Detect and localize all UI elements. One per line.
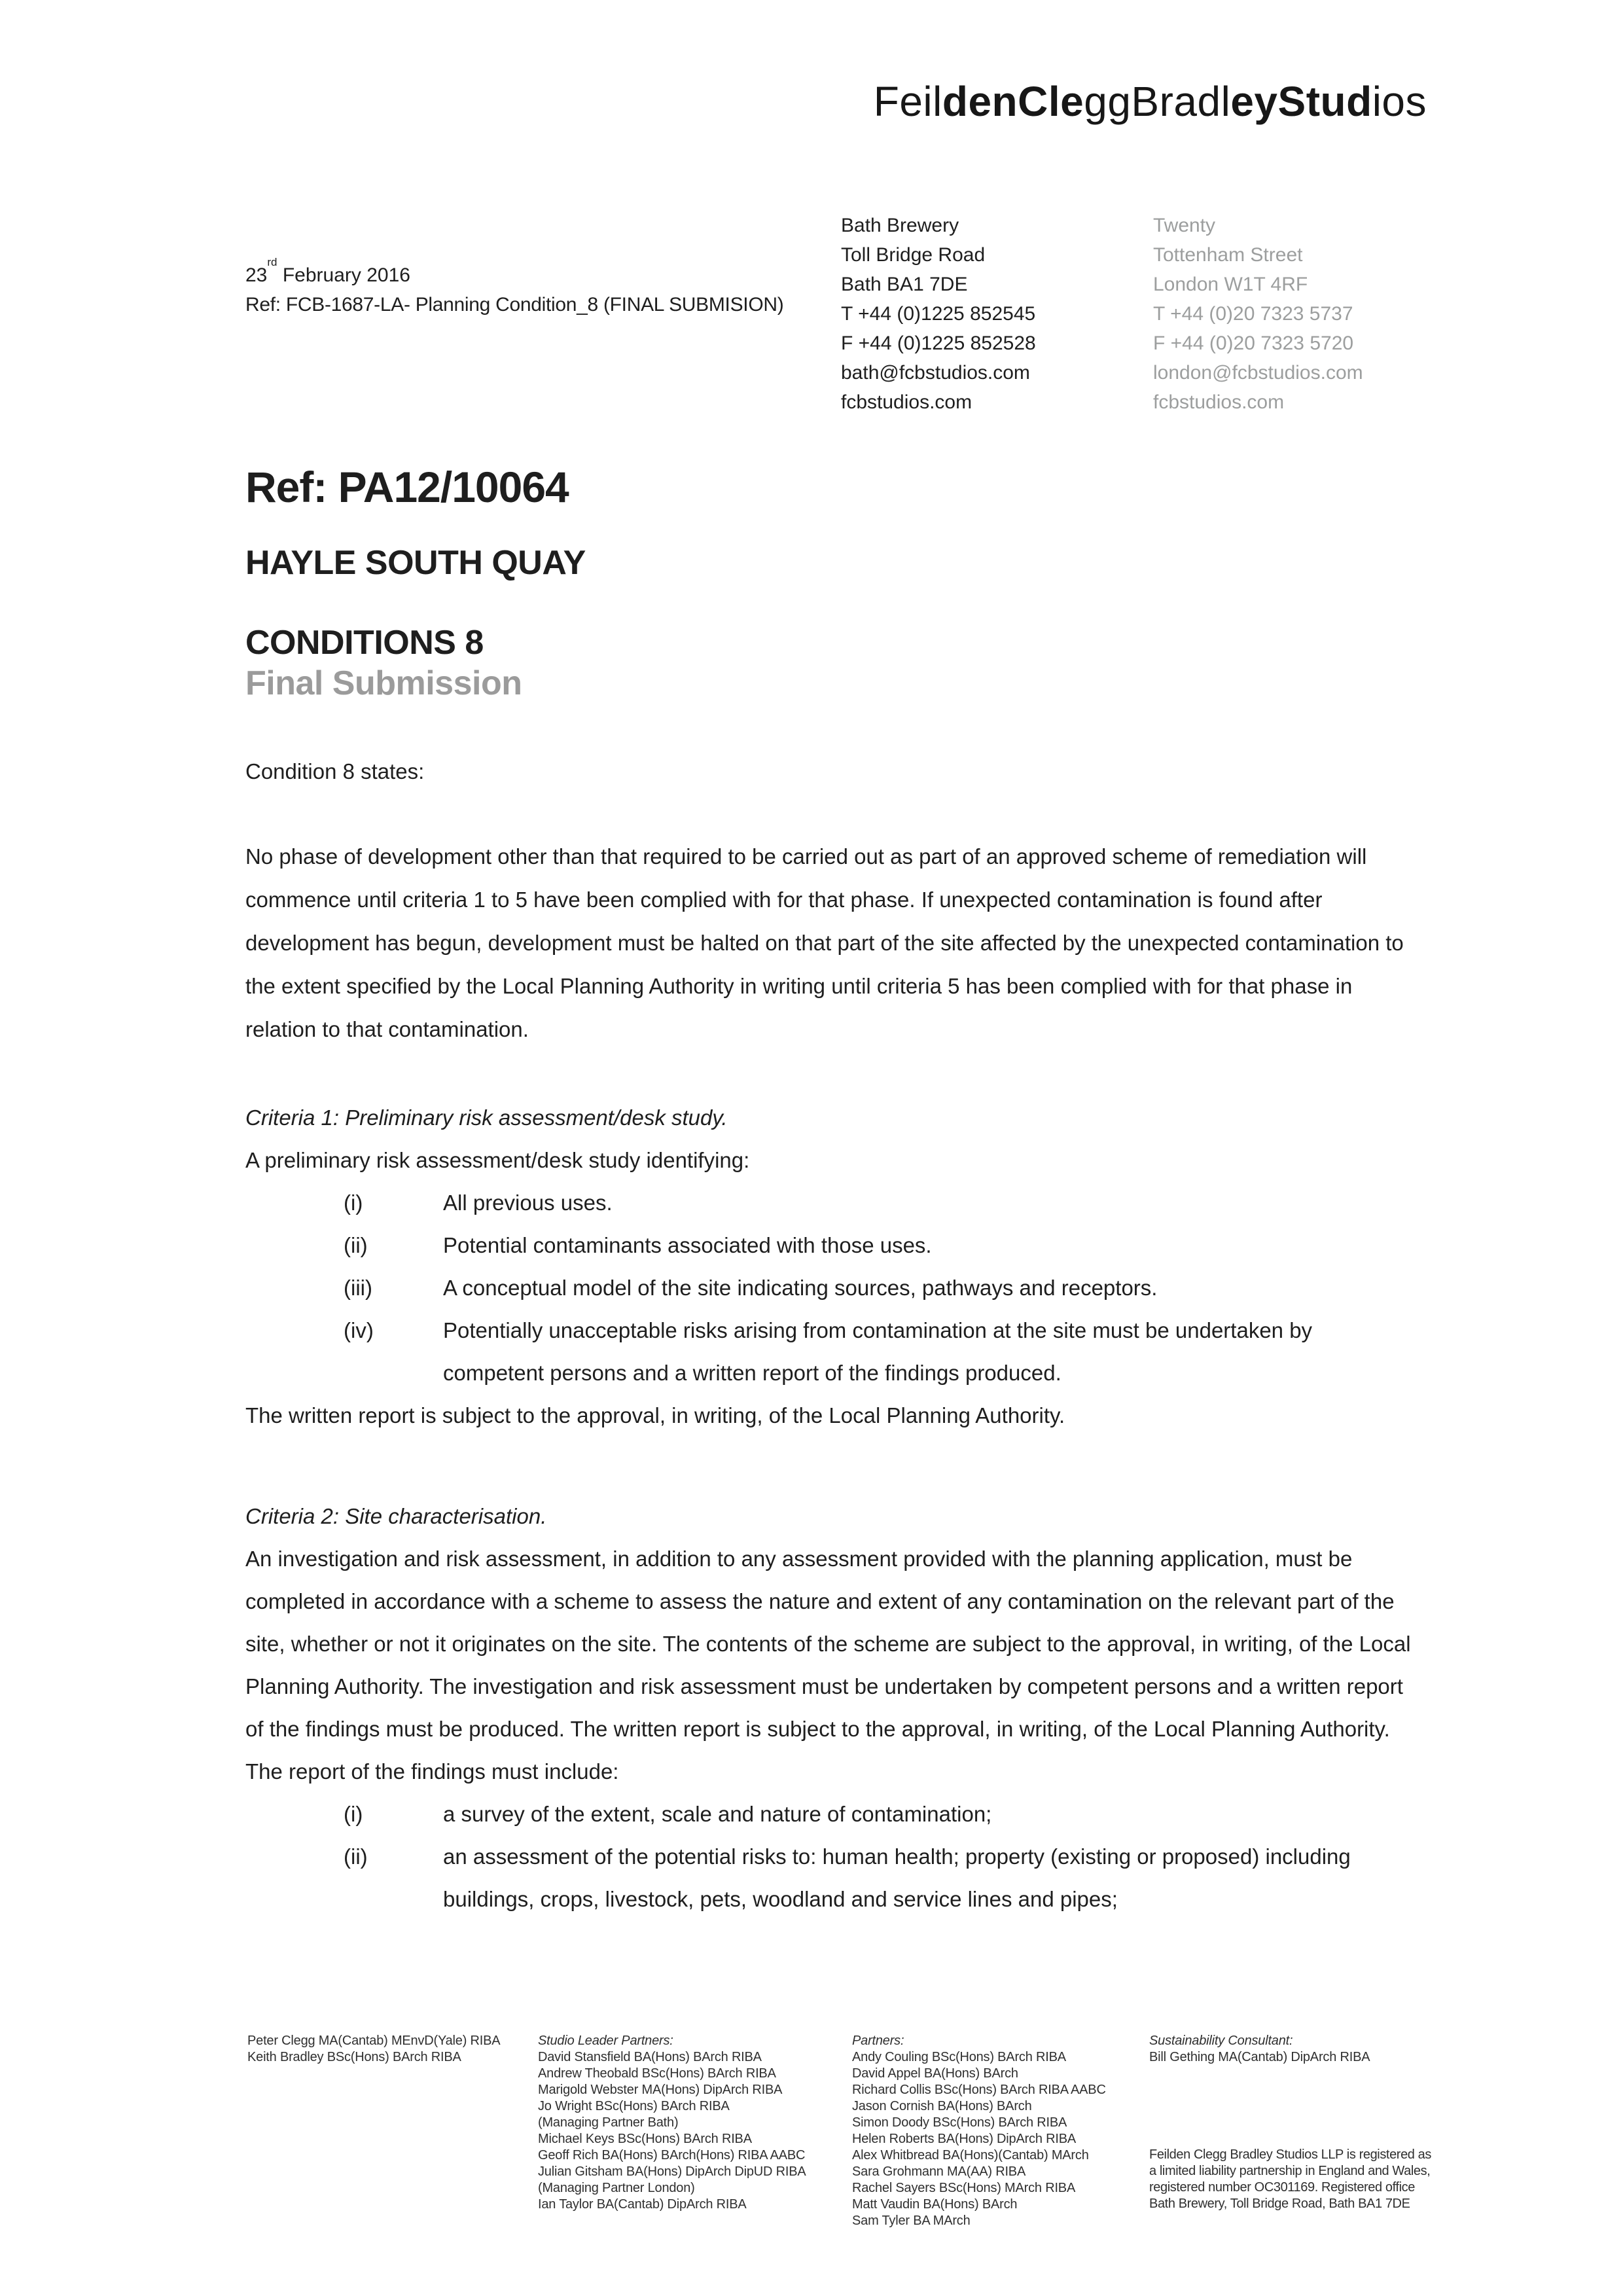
list-item-text: Potentially unacceptable risks arising from contamination at the site must be undertaken by competent persons and a written report of the findings produced. xyxy=(443,1318,1313,1385)
partner-name: Sara Grohmann MA(AA) RIBA xyxy=(852,2164,1026,2179)
partner-name: Jo Wright BSc(Hons) BArch RIBA xyxy=(538,2099,730,2113)
partner-name: Alex Whitbread BA(Hons)(Cantab) MArch xyxy=(852,2148,1089,2162)
footer-studio-leader-partners xyxy=(538,2033,839,2213)
criteria-1-closing: The written report is subject to the approval, in writing, of the Local Planning Authority. xyxy=(245,1403,1065,1427)
footer-sustainability-consultant xyxy=(1149,2033,1444,2066)
partner-name: Michael Keys BSc(Hons) BArch RIBA xyxy=(538,2132,752,2146)
partner-name: Ian Taylor BA(Cantab) DipArch RIBA xyxy=(538,2197,747,2212)
studio-leader-partners-heading: Studio Leader Partners: xyxy=(538,2034,673,2048)
logo-segment: gg xyxy=(1084,78,1132,125)
list-item-numeral: (ii) xyxy=(344,1233,368,1257)
london-address-line: fcbstudios.com xyxy=(1153,391,1285,413)
list-item-text: All previous uses. xyxy=(443,1191,613,1215)
list-item-numeral: (iv) xyxy=(344,1318,374,1342)
bath-address-line: fcbstudios.com xyxy=(841,391,972,413)
date-day: 23 xyxy=(245,264,268,286)
criteria-2-list xyxy=(245,1793,1417,1920)
list-item xyxy=(245,1835,1417,1920)
list-item-numeral: (iii) xyxy=(344,1276,372,1300)
bath-address-line: F +44 (0)1225 852528 xyxy=(841,332,1036,354)
file-reference-line: Ref: FCB-1687-LA- Planning Condition_8 (FINAL SUBMISION) xyxy=(245,294,784,315)
partner-name: Simon Doody BSc(Hons) BArch RIBA xyxy=(852,2115,1067,2130)
partner-name: Richard Collis BSc(Hons) BArch RIBA AABC xyxy=(852,2083,1106,2097)
criteria-1-list xyxy=(245,1181,1417,1394)
london-office-address xyxy=(1153,211,1363,417)
list-item xyxy=(245,1793,1417,1835)
criteria-2-intro: An investigation and risk assessment, in addition to any assessment provided with the planning application, must be completed in accordance with a scheme to assess the nature and extent of any contamination on the relevant part of the site, whether or not it originates on the site. The contents of the scheme are subject to the approval, in writing, of the Local Planning Authority. The investigation and risk assessment must be undertaken by competent persons and a written report of the findings must be produced. The written report is subject to the approval, in writing, of the Local Planning Authority. The report of the findings must include: xyxy=(245,1547,1411,1784)
partners-heading: Partners: xyxy=(852,2034,904,2048)
list-item-numeral: (ii) xyxy=(344,1844,368,1869)
london-address-line: T +44 (0)20 7323 5737 xyxy=(1153,303,1353,325)
logo-segment: denCle xyxy=(942,78,1084,125)
criteria-2-heading: Criteria 2: Site characterisation. xyxy=(245,1504,547,1528)
bath-address-line: Toll Bridge Road xyxy=(841,244,986,266)
partner-name: (Managing Partner Bath) xyxy=(538,2115,679,2130)
partner-name: Geoff Rich BA(Hons) BArch(Hons) RIBA AABC xyxy=(538,2148,806,2162)
list-item xyxy=(245,1309,1417,1394)
logo-segment: Bradl xyxy=(1131,78,1231,125)
list-item xyxy=(245,1266,1417,1309)
partner-name: Jason Cornish BA(Hons) BArch xyxy=(852,2099,1032,2113)
criteria-2-section xyxy=(245,1495,1417,1920)
date-ordinal-suffix: rd xyxy=(267,256,277,268)
partner-name: Andrew Theobald BSc(Hons) BArch RIBA xyxy=(538,2066,776,2081)
sustainability-consultant-list xyxy=(1149,2049,1444,2066)
consultant-name: Bill Gething MA(Cantab) DipArch RIBA xyxy=(1149,2050,1370,2064)
bath-address-line: bath@fcbstudios.com xyxy=(841,362,1030,384)
company-logo xyxy=(874,77,1427,126)
london-address-line: Twenty xyxy=(1153,215,1216,236)
list-item-text: an assessment of the potential risks to: human health; property (existing or proposed) including buildings, crops, livestock, pets, woodland and service lines and pipes; xyxy=(443,1844,1351,1911)
partner-name: Julian Gitsham BA(Hons) DipArch DipUD RIBA xyxy=(538,2164,806,2179)
partner-name: David Stansfield BA(Hons) BArch RIBA xyxy=(538,2050,762,2064)
letter-date xyxy=(245,256,410,287)
list-item-text: a survey of the extent, scale and nature of contamination; xyxy=(443,1802,992,1826)
logo-segment: Feil xyxy=(873,78,942,125)
company-registration-note: Feilden Clegg Bradley Studios LLP is registered as a limited liability partnership in England and Wales, registered number OC301169. Registered office Bath Brewery, Toll Bridge Road, Bath BA1 7DE xyxy=(1149,2147,1431,2211)
condition-8-paragraph: No phase of development other than that required to be carried out as part of an approved scheme of remediation will commence until criteria 1 to 5 have been complied with for that phase. If unexpected contamination is found after development has begun, development must be halted on that part of the site affected by the unexpected contamination to the extent specified by the Local Planning Authority in writing until criteria 5 has been complied with for that phase in relation to that contamination. xyxy=(245,844,1404,1041)
partner-name: Helen Roberts BA(Hons) DipArch RIBA xyxy=(852,2132,1077,2146)
london-address-line: london@fcbstudios.com xyxy=(1153,362,1363,384)
list-item xyxy=(245,1181,1417,1224)
logo-segment: ios xyxy=(1372,78,1427,125)
planning-ref-heading: Ref: PA12/10064 xyxy=(245,463,569,511)
partners-list xyxy=(852,2049,1140,2229)
founder-name: Peter Clegg MA(Cantab) MEnvD(Yale) RIBA xyxy=(247,2034,501,2048)
partner-name: Rachel Sayers BSc(Hons) MArch RIBA xyxy=(852,2181,1076,2195)
condition-states-label: Condition 8 states: xyxy=(245,759,425,783)
london-address-line: F +44 (0)20 7323 5720 xyxy=(1153,332,1354,354)
partner-name: Sam Tyler BA MArch xyxy=(852,2214,971,2228)
conditions-heading: CONDITIONS 8 xyxy=(245,624,484,662)
london-address-line: London W1T 4RF xyxy=(1153,274,1308,295)
list-item-numeral: (i) xyxy=(344,1191,363,1215)
logo-segment: eyStud xyxy=(1230,78,1372,125)
list-item-text: A conceptual model of the site indicating sources, pathways and receptors. xyxy=(443,1276,1158,1300)
list-item-numeral: (i) xyxy=(344,1802,363,1826)
footer-partners xyxy=(852,2033,1140,2229)
london-address-line: Tottenham Street xyxy=(1153,244,1303,266)
list-item xyxy=(245,1224,1417,1266)
partner-name: Andy Couling BSc(Hons) BArch RIBA xyxy=(852,2050,1066,2064)
sustainability-consultant-heading: Sustainability Consultant: xyxy=(1149,2034,1293,2048)
partner-name: (Managing Partner London) xyxy=(538,2181,695,2195)
bath-address-line: Bath Brewery xyxy=(841,215,959,236)
footer-founding-partners xyxy=(247,2033,542,2066)
list-item-text: Potential contaminants associated with those uses. xyxy=(443,1233,932,1257)
bath-address-line: T +44 (0)1225 852545 xyxy=(841,303,1036,325)
project-title: HAYLE SOUTH QUAY xyxy=(245,544,586,582)
studio-leader-partners-list xyxy=(538,2049,839,2213)
bath-office-address xyxy=(841,211,1036,417)
criteria-1-intro: A preliminary risk assessment/desk study identifying: xyxy=(245,1148,750,1172)
founder-name: Keith Bradley BSc(Hons) BArch RIBA xyxy=(247,2050,461,2064)
partner-name: David Appel BA(Hons) BArch xyxy=(852,2066,1018,2081)
bath-address-line: Bath BA1 7DE xyxy=(841,274,968,295)
partner-name: Matt Vaudin BA(Hons) BArch xyxy=(852,2197,1018,2212)
submission-subheading: Final Submission xyxy=(245,664,522,702)
partner-name: Marigold Webster MA(Hons) DipArch RIBA xyxy=(538,2083,783,2097)
date-rest: February 2016 xyxy=(277,264,410,286)
criteria-1-heading: Criteria 1: Preliminary risk assessment/desk study. xyxy=(245,1105,728,1130)
criteria-1-section xyxy=(245,1096,1417,1437)
